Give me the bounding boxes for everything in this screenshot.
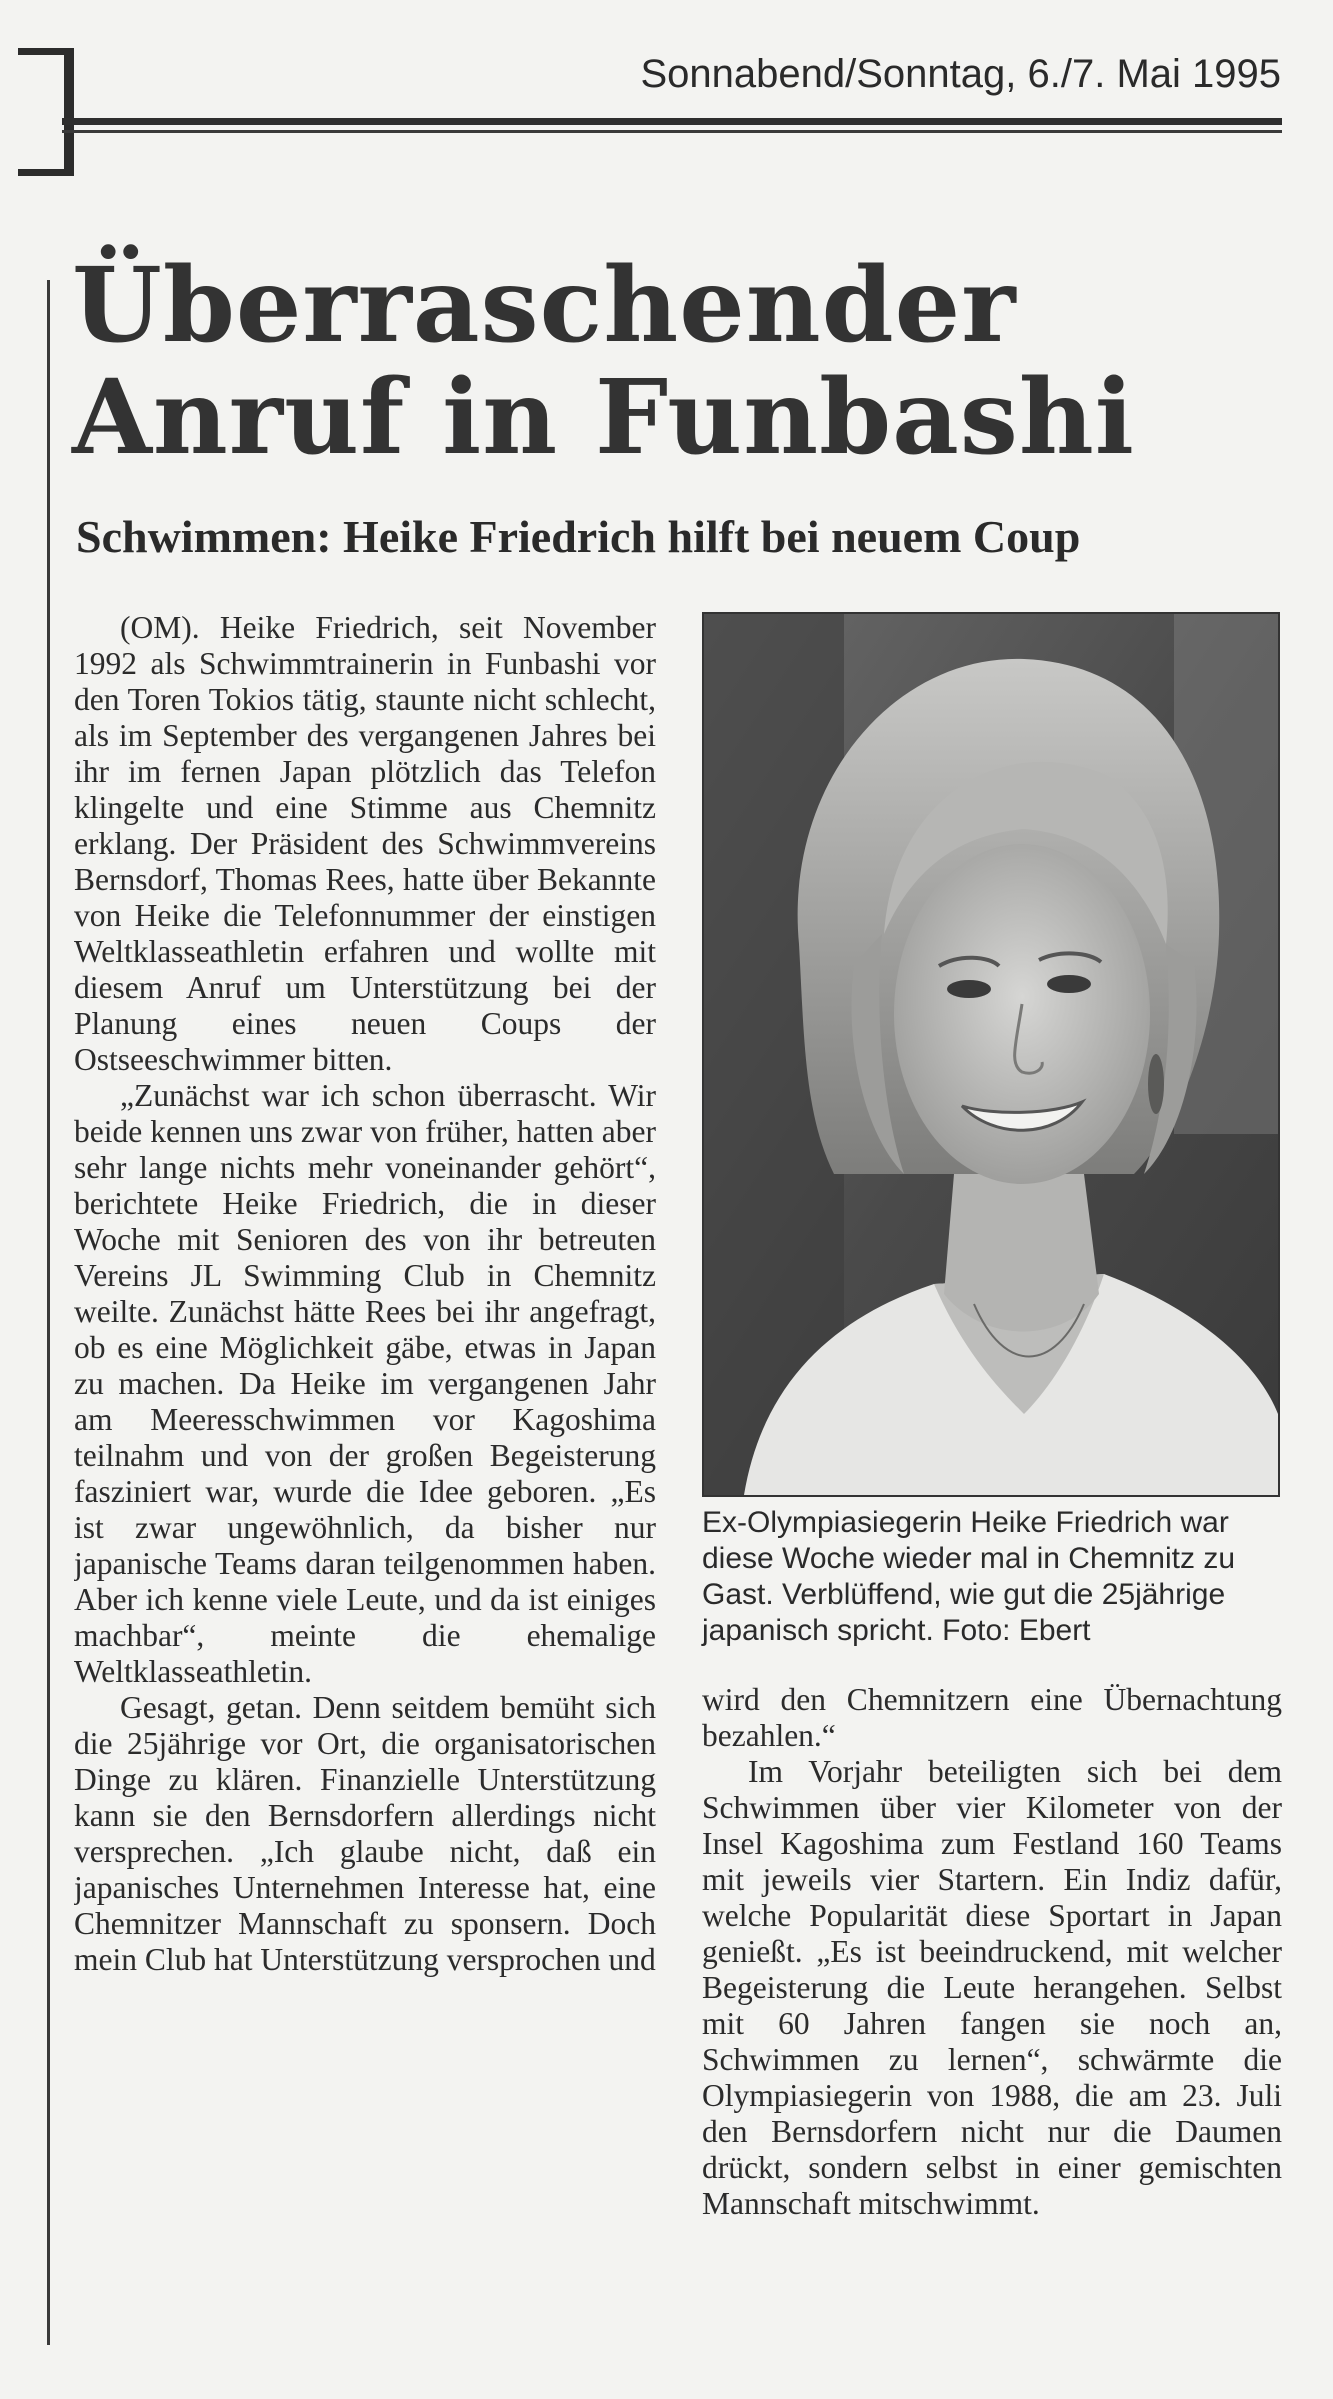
- article-column-right: [702, 1682, 1282, 2372]
- section-bracket: [18, 48, 74, 176]
- subheadline: Schwimmen: Heike Friedrich hilft bei neuem Coup: [76, 511, 1081, 562]
- portrait-image: [704, 614, 1278, 1495]
- headline-line-1: Überraschender: [72, 245, 1017, 366]
- article-paragraph: „Zunächst war ich schon überrascht. Wir beide kennen uns zwar von früher, hatten aber sehr lange nichts mehr voneinander gehört“, berichtete Heike Friedrich, die in dieser Woche mit Senioren des von ihr betreuten Vereins JL Swimming Club in Chemnitz weilte. Zunächst hätte Rees bei ihr angefragt, ob es eine Möglichkeit gäbe, etwas in Japan zu machen. Da Heike im vergangenen Jahr am Meeresschwimmen vor Kagoshima teilnahm und von der großen Begeisterung fasziniert war, wurde die Idee geboren. „Es ist zwar ungewöhnlich, da bisher nur japanische Teams daran teilgenommen haben. Aber ich kenne viele Leute, und da ist einiges machbar“, meinte die ehemalige Weltklasseathletin.: [74, 1078, 656, 1689]
- article-paragraph: Im Vorjahr beteiligten sich bei dem Schwimmen über vier Kilometer von der Insel Kagoshima zum Festland 160 Teams mit jeweils vier Startern. Ein Indiz dafür, welche Popularität diese Sportart in Japan genießt. „Es ist beeindruckend, mit welcher Begeisterung die Leute herangehen. Selbst mit 60 Jahren fangen sie noch an, Schwimmen zu lernen“, schwärmte die Olympiasiegerin von 1988, die am 23. Juli den Bernsdorfern nicht nur die Daumen drückt, sondern selbst in einer gemischten Mannschaft mitschwimmt.: [702, 1754, 1282, 2221]
- portrait-photo: [702, 612, 1280, 1497]
- header-rule-thin: [62, 130, 1282, 133]
- dateline: Sonnabend/Sonntag, 6./7. Mai 1995: [640, 52, 1281, 96]
- headline-line-2: Anruf in Funbashi: [72, 357, 1135, 478]
- column-border: [47, 280, 50, 2345]
- article-column-left: [74, 610, 656, 2360]
- article-paragraph: Gesagt, getan. Denn seitdem bemüht sich die 25jährige vor Ort, die organisatorischen Dinge zu klären. Finanzielle Unterstützung kann sie den Bernsdorfern allerdings nicht versprechen. „Ich glaube nicht, daß ein japanisches Unternehmen Interesse hat, eine Chemnitzer Mannschaft zu sponsern. Doch mein Club hat Unterstützung versprochen und: [74, 1690, 656, 1977]
- article-paragraph: (OM). Heike Friedrich, seit November 1992 als Schwimmtrainerin in Funbashi vor den Toren Tokios tätig, staunte nicht schlecht, als im September des vergangenen Jahres bei ihr im fernen Japan plötzlich das Telefon klingelte und eine Stimme aus Chemnitz erklang. Der Präsident des Schwimmvereins Bernsdorf, Thomas Rees, hatte über Bekannte von Heike die Telefonnummer der einstigen Weltklasseathletin erfahren und wollte mit diesem Anruf um Unterstützung bei der Planung eines neuen Coups der Ostseeschwimmer bitten.: [74, 610, 656, 1077]
- article-paragraph: wird den Chemnitzern eine Übernachtung bezahlen.“: [702, 1682, 1282, 1753]
- photo-caption: Ex-Olympiasiegerin Heike Friedrich war diese Woche wieder mal in Chemnitz zu Gast. Verblüffend, wie gut die 25jährige japanisch spricht. Foto: Ebert: [702, 1506, 1236, 1647]
- header-rule: [62, 118, 1282, 125]
- headline: [72, 245, 1252, 478]
